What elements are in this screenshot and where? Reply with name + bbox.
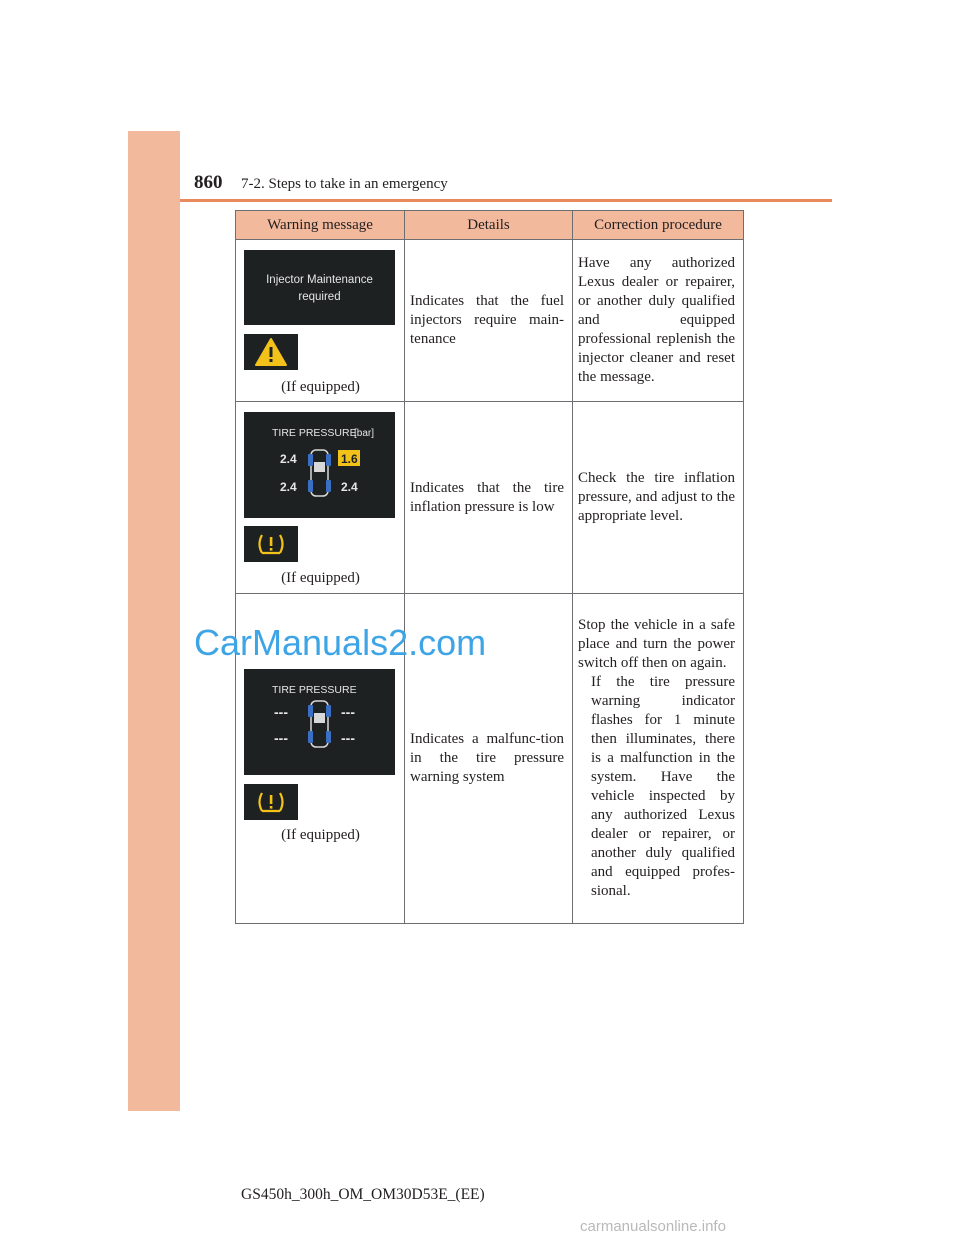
correction-text: Have any authorized Lexus dealer or repairer, or another duly qualified and equipped professional replenish the injector cleaner and reset the message.: [578, 255, 735, 385]
warning-message-table: [235, 210, 744, 924]
tire-value-rear-left: ---: [274, 730, 288, 746]
details-text: Indicates that the fuel injectors require main-tenance: [410, 293, 564, 347]
warning-message-cell: [236, 402, 405, 594]
tire-pressure-malfunction-screen: [244, 669, 395, 775]
tire-value-front-right: ---: [341, 704, 355, 720]
details-cell: [405, 240, 573, 402]
correction-cell: [573, 594, 744, 924]
car-outline-icon: [308, 450, 331, 496]
column-header-warning-message: Warning message: [236, 211, 405, 240]
header-rule: [180, 199, 832, 202]
column-header-details: Details: [405, 211, 573, 240]
correction-subtext: If the tire pressure warning indicator flashes for 1 minute then illuminates, there is a malfunction in the system. Have the vehicle inspected by any authorized Lexus dealer or repairer, or another duly qualified and equipped profes-sional.: [591, 674, 735, 899]
correction-cell: [573, 402, 744, 594]
footer-model-code: GS450h_300h_OM_OM30D53E_(EE): [241, 1186, 485, 1203]
injector-maintenance-screen: [244, 250, 395, 325]
screen-unit: [bar]: [354, 428, 375, 439]
tire-value-rear-left: 2.4: [280, 480, 297, 494]
watermark-logo: CarManuals2.com: [194, 622, 487, 663]
screen-line-2: required: [298, 291, 341, 303]
warning-message-cell: [236, 240, 405, 402]
correction-block: [573, 616, 743, 901]
tire-value-front-left: 2.4: [280, 452, 297, 466]
tire-value-rear-right: ---: [341, 730, 355, 746]
warning-triangle-icon: [244, 334, 298, 370]
tire-value-front-left: ---: [274, 704, 288, 720]
tire-pressure-warning-icon: [244, 784, 298, 820]
side-tab-band: [128, 131, 180, 1111]
details-cell: [405, 402, 573, 594]
screen-title: TIRE PRESSURE: [272, 684, 357, 696]
correction-cell: [573, 240, 744, 402]
table-row: [236, 402, 744, 594]
column-header-correction-procedure: Correction procedure: [573, 211, 744, 240]
if-equipped-note: (If equipped): [281, 827, 360, 843]
if-equipped-note: (If equipped): [281, 570, 360, 586]
section-title: 7-2. Steps to take in an emergency: [241, 176, 448, 192]
correction-text: Stop the vehicle in a safe place and turn the power switch off then on again.: [578, 617, 735, 671]
tire-value-rear-right: 2.4: [341, 480, 358, 494]
correction-text: Check the tire inflation pressure, and adjust to the appropriate level.: [578, 470, 735, 524]
screen-line-1: Injector Maintenance: [266, 274, 373, 286]
if-equipped-note: (If equipped): [281, 379, 360, 395]
tire-value-front-right: 1.6: [341, 452, 358, 466]
screen-title: TIRE PRESSURE: [272, 427, 357, 439]
details-text: Indicates a malfunc-tion in the tire pressure warning system: [410, 731, 564, 785]
details-text: Indicates that the tire inflation pressure is low: [410, 479, 564, 515]
car-outline-icon: [308, 701, 331, 747]
page-number: 860: [194, 172, 223, 193]
table-header-row: [236, 211, 744, 240]
tire-pressure-warning-icon: [244, 526, 298, 562]
tire-pressure-low-screen: [244, 412, 395, 518]
watermark-footer: carmanualsonline.info: [580, 1218, 726, 1235]
table-row: [236, 240, 744, 402]
